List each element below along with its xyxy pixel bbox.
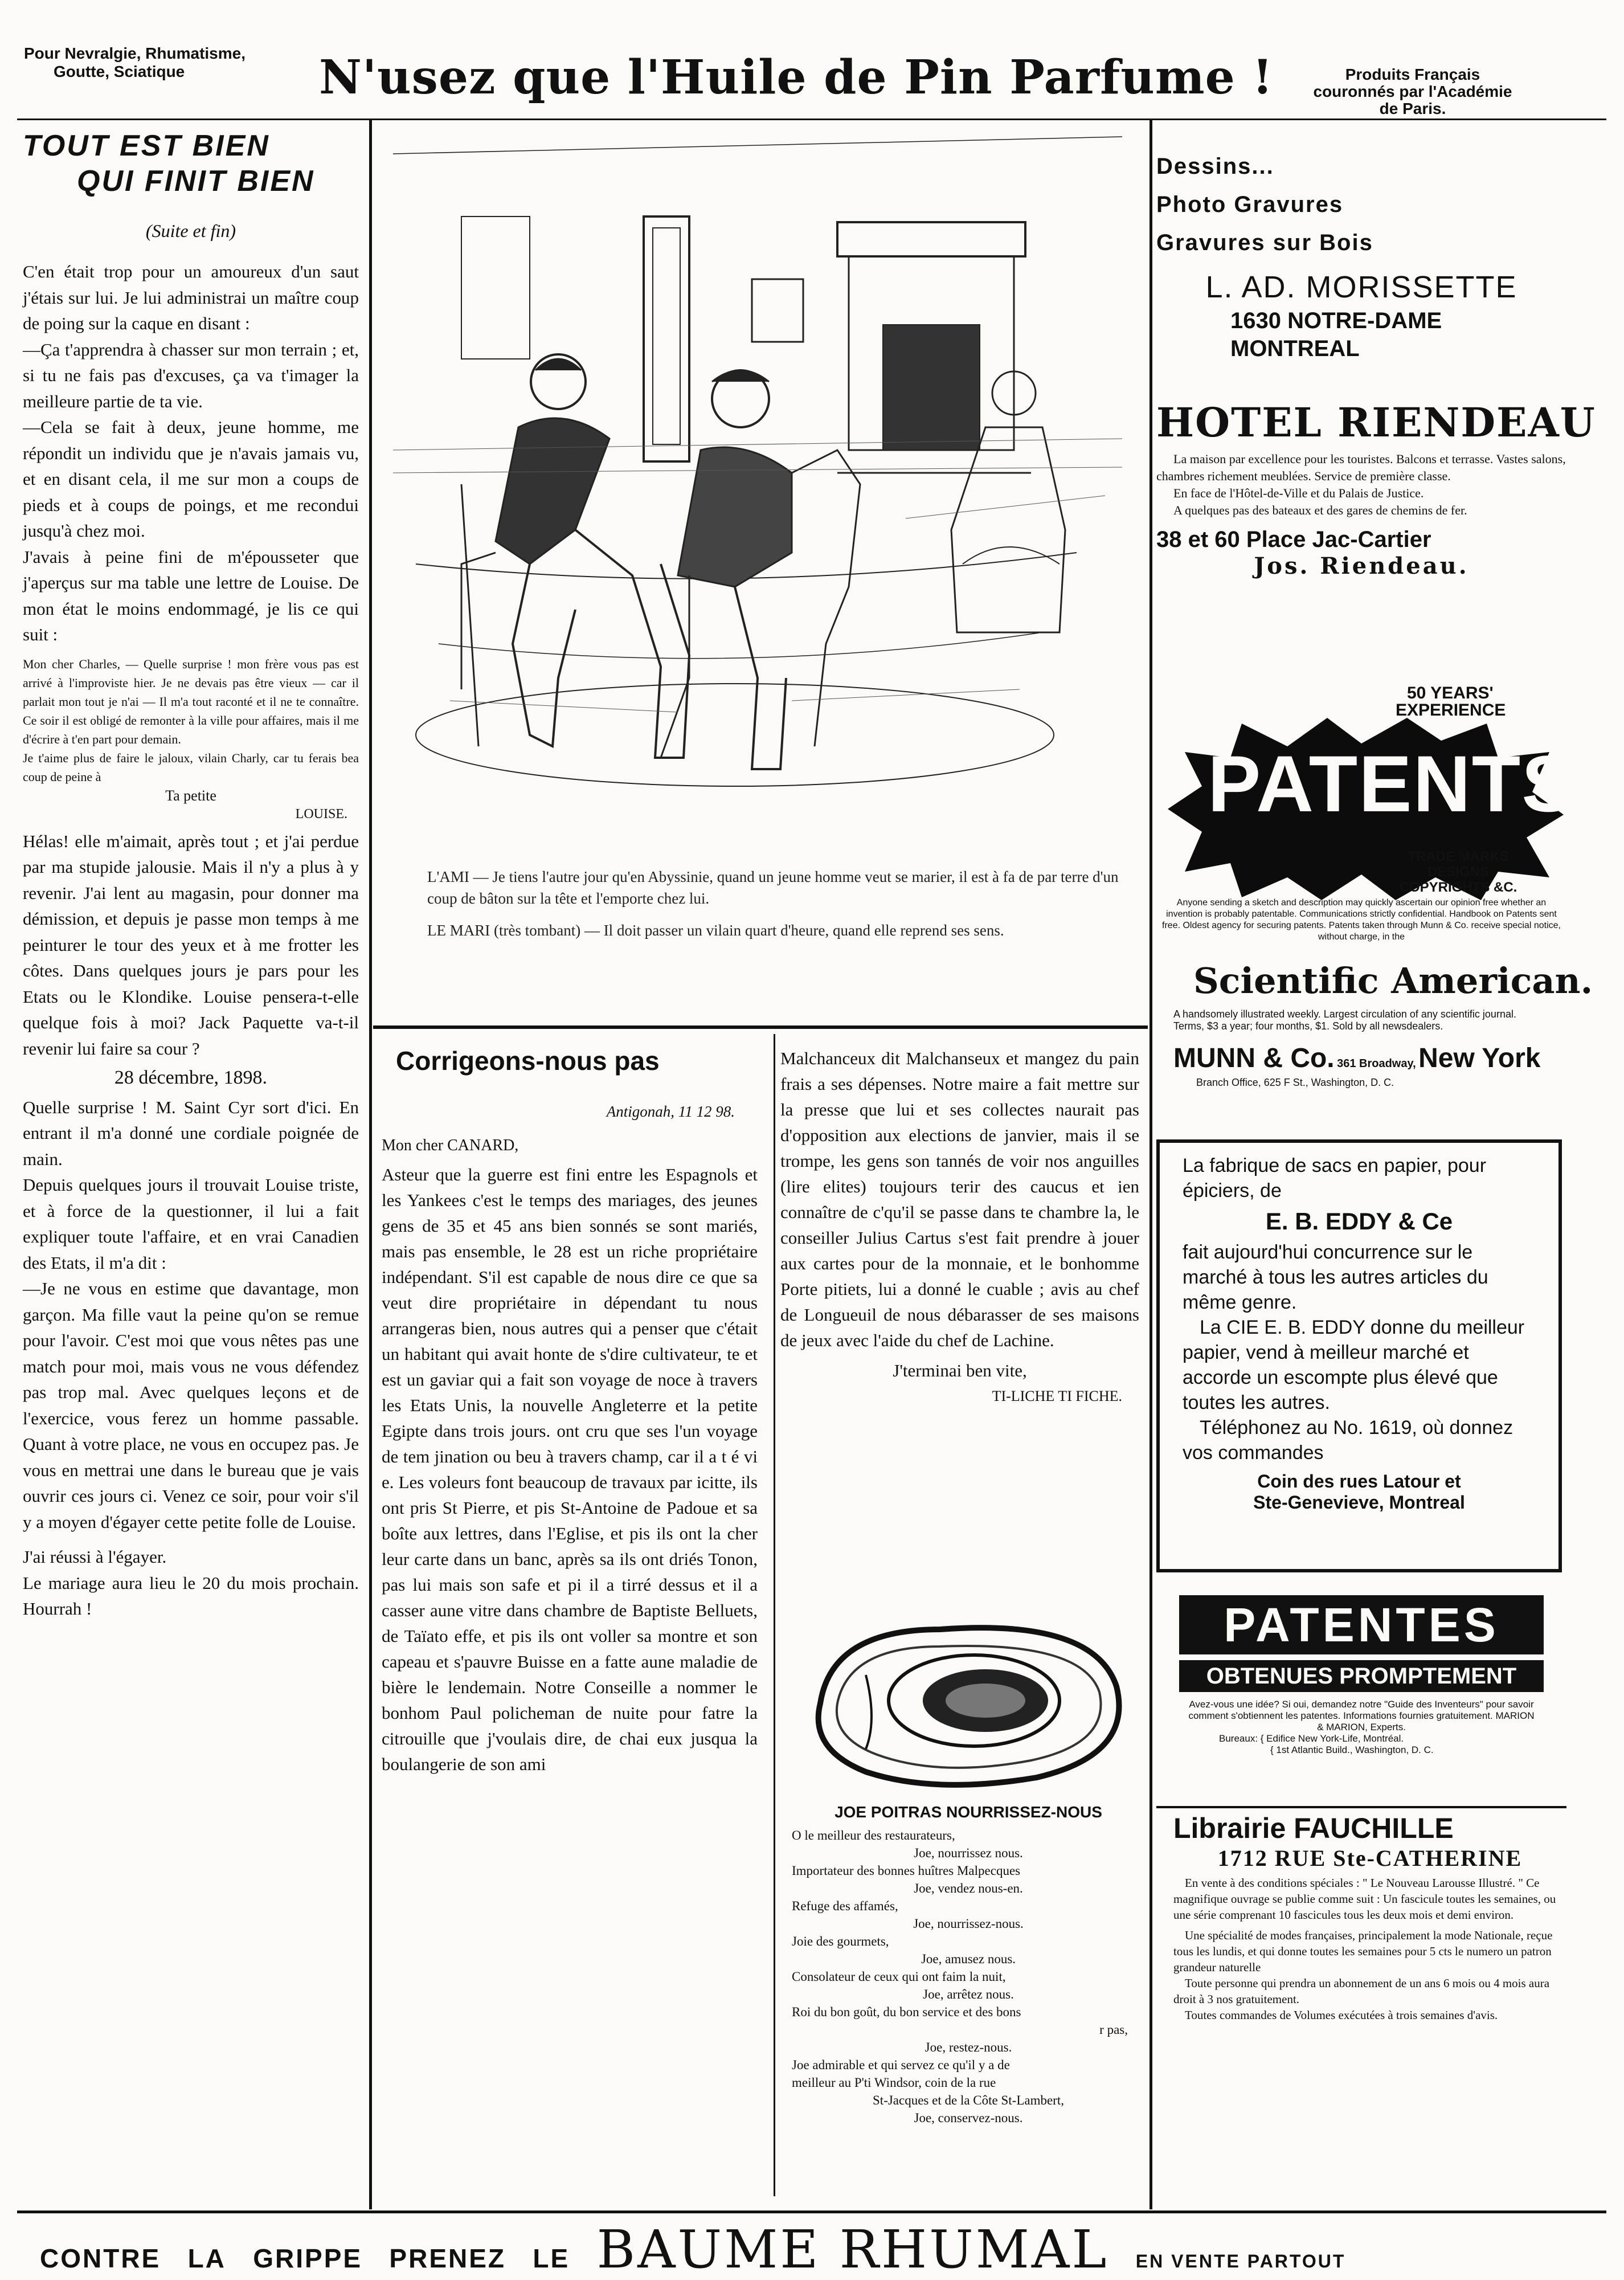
munn-branch: Branch Office, 625 F St., Washington, D. C.	[1196, 1077, 1394, 1088]
eddy-address-1: Coin des rues Latour et	[1257, 1471, 1461, 1492]
story-paragraph: Hélas! elle m'aimait, après tout ; et j'ai perdue par ma stupide jalousie. Mais il n'y a plus à y revenir. J'ai lent au magasin, pour donner ma démission, et depuis je passe mon temps à me peinturer le tour des yeux et à me frotter les côtes. Dans quelques jours je pars pour les Etats ou le Klondike. Louise pensera-t-elle quelque fois à moi? Jack Paquette va-t-il revenir lui faire sa cour ?	[23, 831, 359, 1059]
story-paragraph: Quelle surprise ! M. Saint Cyr sort d'ici. En entrant il m'a donné une cordiale poignée de main.	[23, 1097, 359, 1169]
story-paragraph: —Je ne vous en estime que davantage, mon garçon. Ma fille vaut la peine qu'on se remue pour l'avoir. C'est moi que vous nêtes pas une match pour moi, mais vous ne vous défendez pas trop mal. Avec quelques leçons et de l'exercice, vous ferez un homme passable. Quant à votre place, ne vous en occupez pas. Je vous en mettrai une dans le bureau que je vais ouvrir ces jours ci. Venez ce soir, pour voir s'il y a moyen d'égayer cette petite folle de Louise.	[23, 1278, 359, 1532]
patentes-bureaux-2: { 1st Atlantic Build., Washington, D. C.	[1270, 1744, 1434, 1755]
patents-trademarks	[1373, 849, 1544, 895]
story-title	[23, 128, 359, 199]
illustration	[393, 131, 1128, 855]
poem-line: Joe, conservez-nous.	[914, 2111, 1023, 2125]
story-paragraph: J'ai réussi à l'égayer.	[23, 1547, 167, 1567]
munn-line	[1173, 1043, 1540, 1074]
poem-title: JOE POITRAS NOURRISSEZ-NOUS	[835, 1803, 1102, 1821]
banner-right	[1265, 66, 1561, 117]
ad-patentes	[1156, 1595, 1566, 1756]
ad-divider	[1156, 1806, 1566, 1808]
footer-word: CONTRE	[40, 2244, 161, 2273]
eddy-text: La fabrique de sacs en papier, pour épiciers, de	[1183, 1155, 1487, 1202]
banner-left-line2: Goutte, Sciatique	[54, 63, 185, 80]
hotel-title: HOTEL RIENDEAU	[1156, 399, 1596, 446]
ad-line: Gravures sur Bois	[1156, 230, 1373, 255]
patents-body: Anyone sending a sketch and description may quickly ascertain our opinion free whether an invention is probably patentable. Communications strictly confidential. Handbook on Patents sent free. Oldest agency for securing patents. Patents taken through Munn & Co. receive special notice, without charge, in the	[1162, 898, 1561, 942]
banner-right-line3: de Paris.	[1379, 100, 1446, 117]
middle-column-rule	[774, 1034, 775, 2196]
letter-continuation	[780, 1045, 1139, 1409]
top-rule	[17, 119, 1606, 120]
poem-line: Consolateur de ceux qui ont faim la nuit,	[792, 1970, 1006, 1984]
hotel-signature: Jos. Riendeau.	[1254, 553, 1469, 579]
footer-word: LA	[187, 2244, 226, 2273]
story-paragraph: —Cela se fait à deux, jeune homme, me répondit un individu que je n'avais jamais vu, et en disant cela, il me sur mon a coups de pieds et à coups de poings, et me recondui jusqu'à chez moi.	[23, 417, 359, 541]
letter-signature: TI-LICHE TI FICHE.	[992, 1388, 1122, 1404]
fauchille-text: En vente à des conditions spéciales : " Le Nouveau Larousse Illustré. " Ce magnifique ouvrage se publie comme suit : Un fascicule toutes les semaines, ou une série comprenant 10 fascicules tous les deux mois et demi environ.	[1173, 1876, 1556, 1922]
poem-line: Joe, arrêtez nous.	[923, 1987, 1014, 2001]
footer-word: LE	[533, 2244, 570, 2273]
scientific-american-title: Scientific American.	[1193, 960, 1593, 1002]
eddy-address-2: Ste-Genevieve, Montreal	[1253, 1492, 1465, 1513]
patentes-body: Avez-vous une idée? Si oui, demandez notre "Guide des Inventeurs" pour savoir comment s'obtiennent les patentes. Informations fournies gratuitement. MARION & MARION, Experts.	[1188, 1699, 1535, 1733]
letter-body	[382, 1099, 758, 1777]
bottom-rule	[17, 2210, 1606, 2213]
poem-line: St-Jacques et de la Côte St-Lambert,	[873, 2093, 1064, 2107]
poem-line: Joe, restez-nous.	[925, 2040, 1012, 2054]
banner-left-line1: Pour Nevralgie, Rhumatisme,	[24, 44, 246, 62]
patentes-bureaux-1: Bureaux: { Edifice New York-Life, Montréal.	[1219, 1733, 1404, 1744]
letter-column	[382, 1045, 758, 1777]
hotel-text: La maison par excellence pour les touristes. Balcons et terrasse. Vastes salons, chambres richement meublées. Service de première classe.	[1156, 452, 1566, 483]
patents-tm-line: COPYRIGHTS &C.	[1399, 880, 1517, 895]
footer-banner	[40, 2219, 1589, 2280]
story-paragraph: C'en était trop pour un amoureux d'un saut j'étais sur lui. Je lui administrai un maître coup de poing sur la caque en disant :	[23, 261, 359, 333]
patents-tm-line: TRADE MARKS	[1408, 849, 1509, 864]
poem-line: Joe, nourrissez nous.	[914, 1846, 1023, 1860]
poem-line: Roi du bon goût, du bon service et des bons	[792, 2005, 1021, 2019]
munn-name: MUNN & Co.	[1173, 1043, 1335, 1073]
story-letter-signature: LOUISE.	[295, 806, 347, 822]
fauchille-text: Toutes commandes de Volumes exécutées à trois semaines d'avis.	[1185, 2008, 1498, 2022]
poem-line: meilleur au P'ti Windsor, coin de la rue	[792, 2075, 996, 2090]
fauchille-address: 1712 RUE Ste-CATHERINE	[1217, 1845, 1523, 1871]
footer-word: GRIPPE	[253, 2244, 363, 2273]
patents-years: 50 YEARS'	[1407, 684, 1494, 702]
story-letter: Je t'aime plus de faire le jaloux, vilain Charly, car tu ferais bea coup de peine à	[23, 750, 359, 784]
ad-hotel-riendeau	[1156, 399, 1596, 579]
story-paragraph: —Ça t'apprendra à chasser sur mon terrain ; et, si tu ne fais pas d'excuses, ça va t'imager la meilleure partie de ta vie.	[23, 339, 359, 411]
patentes-sub: OBTENUES PROMPTEMENT	[1179, 1660, 1544, 1692]
ad-line: Photo Gravures	[1156, 192, 1344, 217]
oyster-icon	[797, 1607, 1139, 1795]
eddy-text: La CIE E. B. EDDY donne du meilleur papier, vend à meilleur marché et accorde un escompte plus élevé que toutes les autres.	[1183, 1317, 1525, 1413]
poem-line: Joe admirable et qui servez ce qu'il y a de	[792, 2058, 1010, 2072]
ad-morissette	[1156, 154, 1566, 362]
parlor-scene-illustration	[393, 131, 1128, 855]
oyster-illustration	[797, 1607, 1139, 1795]
caption-line-1: L'AMI — Je tiens l'autre jour qu'en Abyssinie, quand un jeune homme veut se marier, il est à fa de par terre d'un coup de bâton sur la tête et l'emporte chez lui.	[427, 868, 1119, 907]
poem-line: Joe, vendez nous-en.	[914, 1881, 1023, 1895]
banner-right-line2: couronnés par l'Académie	[1313, 83, 1512, 100]
munn-city: New York	[1418, 1043, 1541, 1073]
hotel-text: En face de l'Hôtel-de-Ville et du Palais de Justice.	[1173, 486, 1424, 500]
caption-line-2: LE MARI (très tombant) — Il doit passer un vilain quart d'heure, quand elle reprend ses sens.	[427, 922, 1004, 939]
munn-address: 361 Broadway,	[1337, 1057, 1416, 1070]
story-letter: Mon cher Charles, — Quelle surprise ! mon frère vous pas est arrivé à l'improviste hier. Je ne devais pas être vieux — car il parlait mon tout je n'ai — Il m'a tout raconté et il ne te connaître. Ce soir il est obligé de remonter à la ville pour affaires, mais il me d'écrire à t'en part pour demain.	[23, 656, 359, 746]
illustration-rule	[373, 1025, 1148, 1029]
ad-name: L. AD. MORISSETTE	[1205, 270, 1517, 304]
patents-title: PATENTS	[1208, 739, 1576, 828]
hotel-text: A quelques pas des bateaux et des gares de chemins de fer.	[1173, 503, 1467, 517]
poem-line: Joe, amusez nous.	[921, 1952, 1016, 1966]
story-paragraph: J'avais à peine fini de m'épousseter que j'aperçus sur ma table une lettre de Louise. De mon état le moins endommagé, je lis ce qui suit :	[23, 546, 359, 644]
poem-line: r pas,	[1099, 2022, 1128, 2037]
letter-paragraph-2: Malchanceux dit Malchanseux et mangez du pain frais a ses dépenses. Notre maire a fait mettre sur la presse que lui et ses collectes naurait pas d'opposition aux elections de janvier, mais il se trompe, les gens son tannés de voir nos anguilles (lire elites) toujours terir des caucus et ien connaître de c'qu'il se passe dans te chambre la, le conseiller Julius Cartus s'est fait prendre à jouer aux cartes pour de la monnaie, et le bonhomme Porte pitiets, lui a donné le cuable ; avis au chef de Longueuil de nous débarasser de ses maisons de jeux avec l'aide du chef de Lachine.	[780, 1048, 1139, 1350]
story-paragraph: Depuis quelques jours il trouvait Louise triste, et à force de la questionner, il lui a fait expliquer toute l'affaire, et en vrai Canadien des Etats, il m'a dit :	[23, 1175, 359, 1273]
story-title-line1: TOUT EST BIEN	[23, 129, 270, 162]
eddy-text: fait aujourd'hui concurrence sur le marché à tous les autres articles du même genre.	[1183, 1241, 1488, 1313]
story-title-line2: QUI FINIT BIEN	[77, 165, 315, 198]
column-rule-2	[1150, 119, 1152, 2209]
patents-experience: EXPERIENCE	[1396, 701, 1506, 720]
letter-closing: J'terminai ben vite,	[893, 1360, 1027, 1380]
story-subtitle: (Suite et fin)	[145, 220, 236, 241]
letter-dateline: Antigonah, 11 12 98.	[606, 1103, 735, 1120]
ad-patents	[1156, 684, 1593, 1122]
letter-paragraph: Asteur que la guerre est fini entre les Espagnols et les Yankees c'est le temps des mariages, des jeunes gens de 35 et 45 ans bien sonnés se sont mariés, mais pas ensemble, le 28 est un riche propriétaire indépendant. S'il est capable de nous dire ce que sa veut dire propriétaire in dépendant tu nous arrangeras bien, nous autres qui a penser que c'était un habitant qui avait honte de s'dire cultivateur, te et est un gaviar qui a fait son voyage de noce à travers les Etats Unis, la nouvelle Angleterre et la petite Egipte dans trois jours. ont cru que ses l'un voyage de tem jination ou beu à travers champ, car il a t é vi e. Les voleurs font beaucoup de travaux par icitte, ils ont pris St Pierre, et pis St-Antoine de Padoue et sa boîte aux lettres, dans l'Eglise, et pis ils ont la cher leur carte dans un banc, après sa ils ont driés Tonon, pas lui mais son safe et pi il a tirré dessus et il a casser aune vitre dans chambre de Baptiste Belluets, de Taïato effe, et pis ils ont voller sa montre et son capeau et s'pauvre Buisse en a fatte aune maladie de bière le lendemain. Notre Conseille a nommer le bonhom Paul policheman de nuite pour fatre la citrouille que j'voulais dire, de chai eux jusqua la boulangerie de son ami	[382, 1164, 758, 1774]
banner-right-line1: Produits Français	[1345, 66, 1480, 83]
story-letter-closing: Ta petite	[165, 787, 216, 804]
story-body	[23, 259, 359, 1622]
banner-headline: N'usez que l'Huile de Pin Parfume !	[319, 50, 1274, 105]
ad-eddy	[1156, 1139, 1562, 1572]
poem-line: Joie des gourmets,	[792, 1934, 889, 1948]
ad-line: Dessins...	[1156, 154, 1274, 179]
letter-salutation: Mon cher CANARD,	[382, 1137, 519, 1154]
poem-line: O le meilleur des restaurateurs,	[792, 1828, 955, 1842]
footer-word: EN VENTE PARTOUT	[1135, 2251, 1346, 2271]
poem-line: Joe, nourrissez-nous.	[913, 1917, 1024, 1931]
patentes-title: PATENTES	[1179, 1595, 1544, 1654]
column-rule-1	[369, 119, 372, 2209]
eddy-name: E. B. EDDY & Ce	[1265, 1208, 1453, 1235]
story-dateline: 28 décembre, 1898.	[114, 1067, 268, 1088]
fauchille-text: Toute personne qui prendra un abonnement de un ans 6 mois ou 4 mois aura droit à 3 nos gratuitement.	[1173, 1976, 1550, 2006]
illustration-caption	[427, 866, 1134, 941]
poem-line: Importateur des bonnes huîtres Malpecques	[792, 1864, 1021, 1878]
eddy-text: Téléphonez au No. 1619, où donnez vos commandes	[1183, 1417, 1513, 1464]
ad-fauchille	[1173, 1812, 1566, 2023]
poem	[792, 1803, 1145, 2127]
story	[23, 128, 359, 1622]
story-paragraph: Le mariage aura lieu le 20 du mois prochain. Hourrah !	[23, 1572, 359, 1619]
footer-product: BAUME RHUMAL	[596, 2219, 1109, 2280]
poem-line: Refuge des affamés,	[792, 1899, 898, 1913]
patents-body2: A handsomely illustrated weekly. Largest circulation of any scientific journal. Terms, $3 a year; four months, $1. Sold by all newsdealers.	[1173, 1008, 1516, 1032]
section-title: Corrigeons-nous pas	[396, 1046, 660, 1076]
fauchille-text: Une spécialité de modes françaises, principalement la mode Nationale, reçue tous les lundis, et qui donne toutes les semaines pour 5 cts le numero un patron grandeur naturelle	[1173, 1928, 1553, 1974]
footer-word: PRENEZ	[389, 2244, 506, 2273]
banner-left	[24, 44, 246, 81]
ad-city: MONTREAL	[1230, 336, 1360, 361]
hotel-address: 38 et 60 Place Jac-Cartier	[1156, 527, 1431, 552]
ad-address: 1630 NOTRE-DAME	[1230, 308, 1442, 333]
fauchille-title: Librairie FAUCHILLE	[1173, 1812, 1454, 1844]
patents-tm-line: DESIGNS	[1427, 864, 1490, 880]
